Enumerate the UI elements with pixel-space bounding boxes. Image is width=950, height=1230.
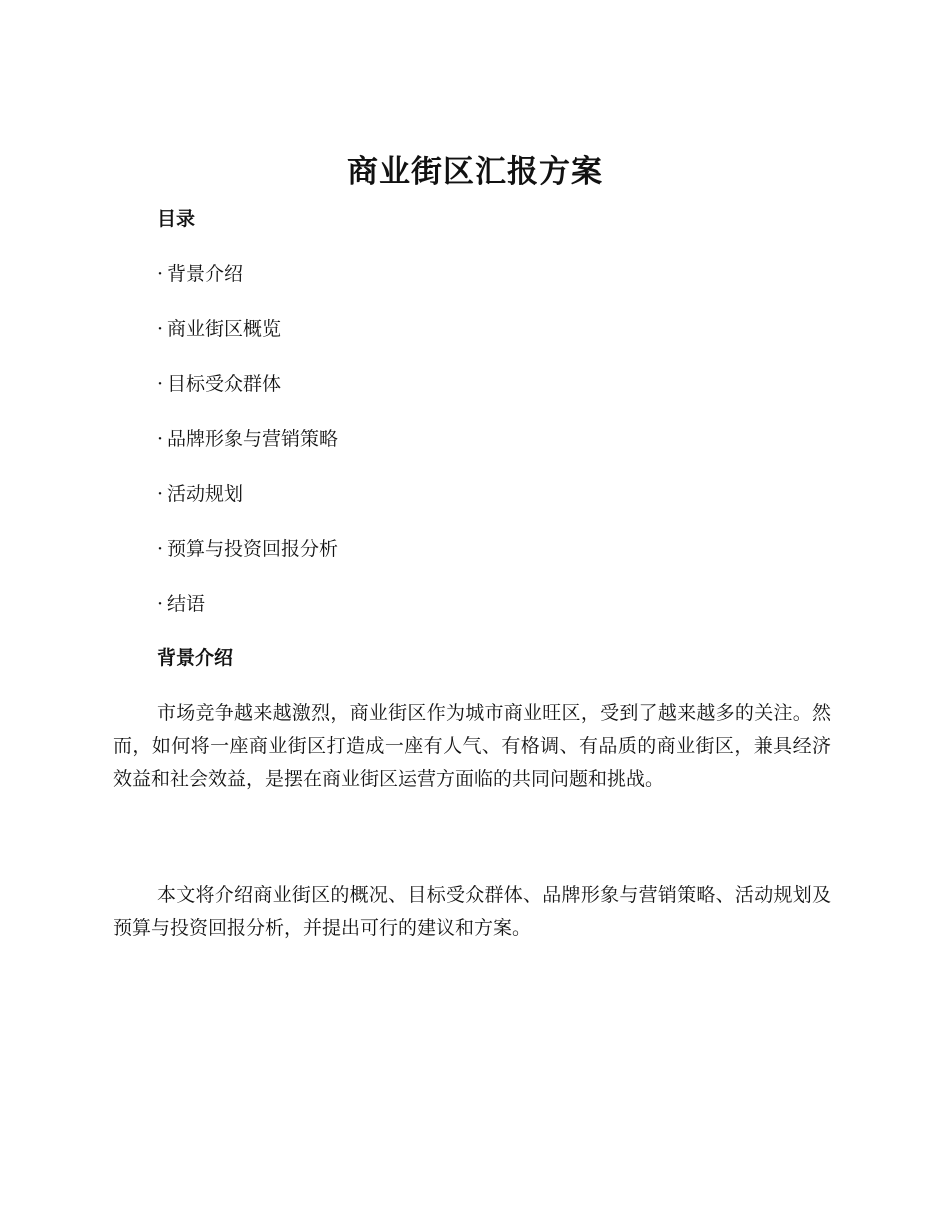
toc-item-label: 活动规划 [167,483,244,505]
toc-item-branding [157,425,338,480]
background-paragraph-1: 市场竞争越来越激烈，商业街区作为城市商业旺区，受到了越来越多的关注。然而，如何将一座商业街区打造成一座有人气、有格调、有品质的商业街区，兼具经济效益和社会效益，是摆在商业街区运营方面临的共同问题和挑战。 [113,702,831,790]
bullet-icon: · [157,263,164,285]
document-title: 商业街区汇报方案 [347,154,603,190]
bullet-icon: · [157,428,164,450]
toc-item-events [157,480,338,535]
background-heading: 背景介绍 [157,647,234,669]
bullet-icon: · [157,538,164,560]
toc-item-label: 背景介绍 [167,263,244,285]
toc-item-label: 商业街区概览 [167,318,282,340]
toc-heading: 目录 [157,208,196,230]
toc-item-label: 结语 [167,593,206,615]
background-paragraph-2: 本文将介绍商业街区的概况、目标受众群体、品牌形象与营销策略、活动规划及预算与投资回报分析，并提出可行的建议和方案。 [113,884,831,939]
bullet-icon: · [157,593,164,615]
toc-item-label: 预算与投资回报分析 [167,538,339,560]
toc-item-overview [157,315,338,370]
toc-item-background [157,260,338,315]
toc-item-label: 目标受众群体 [167,373,282,395]
toc-item-audience [157,370,338,425]
bullet-icon: · [157,318,164,340]
toc-item-label: 品牌形象与营销策略 [167,428,339,450]
toc-item-budget [157,535,338,590]
bullet-icon: · [157,483,164,505]
toc-list [157,260,338,645]
toc-item-conclusion [157,590,338,645]
bullet-icon: · [157,373,164,395]
